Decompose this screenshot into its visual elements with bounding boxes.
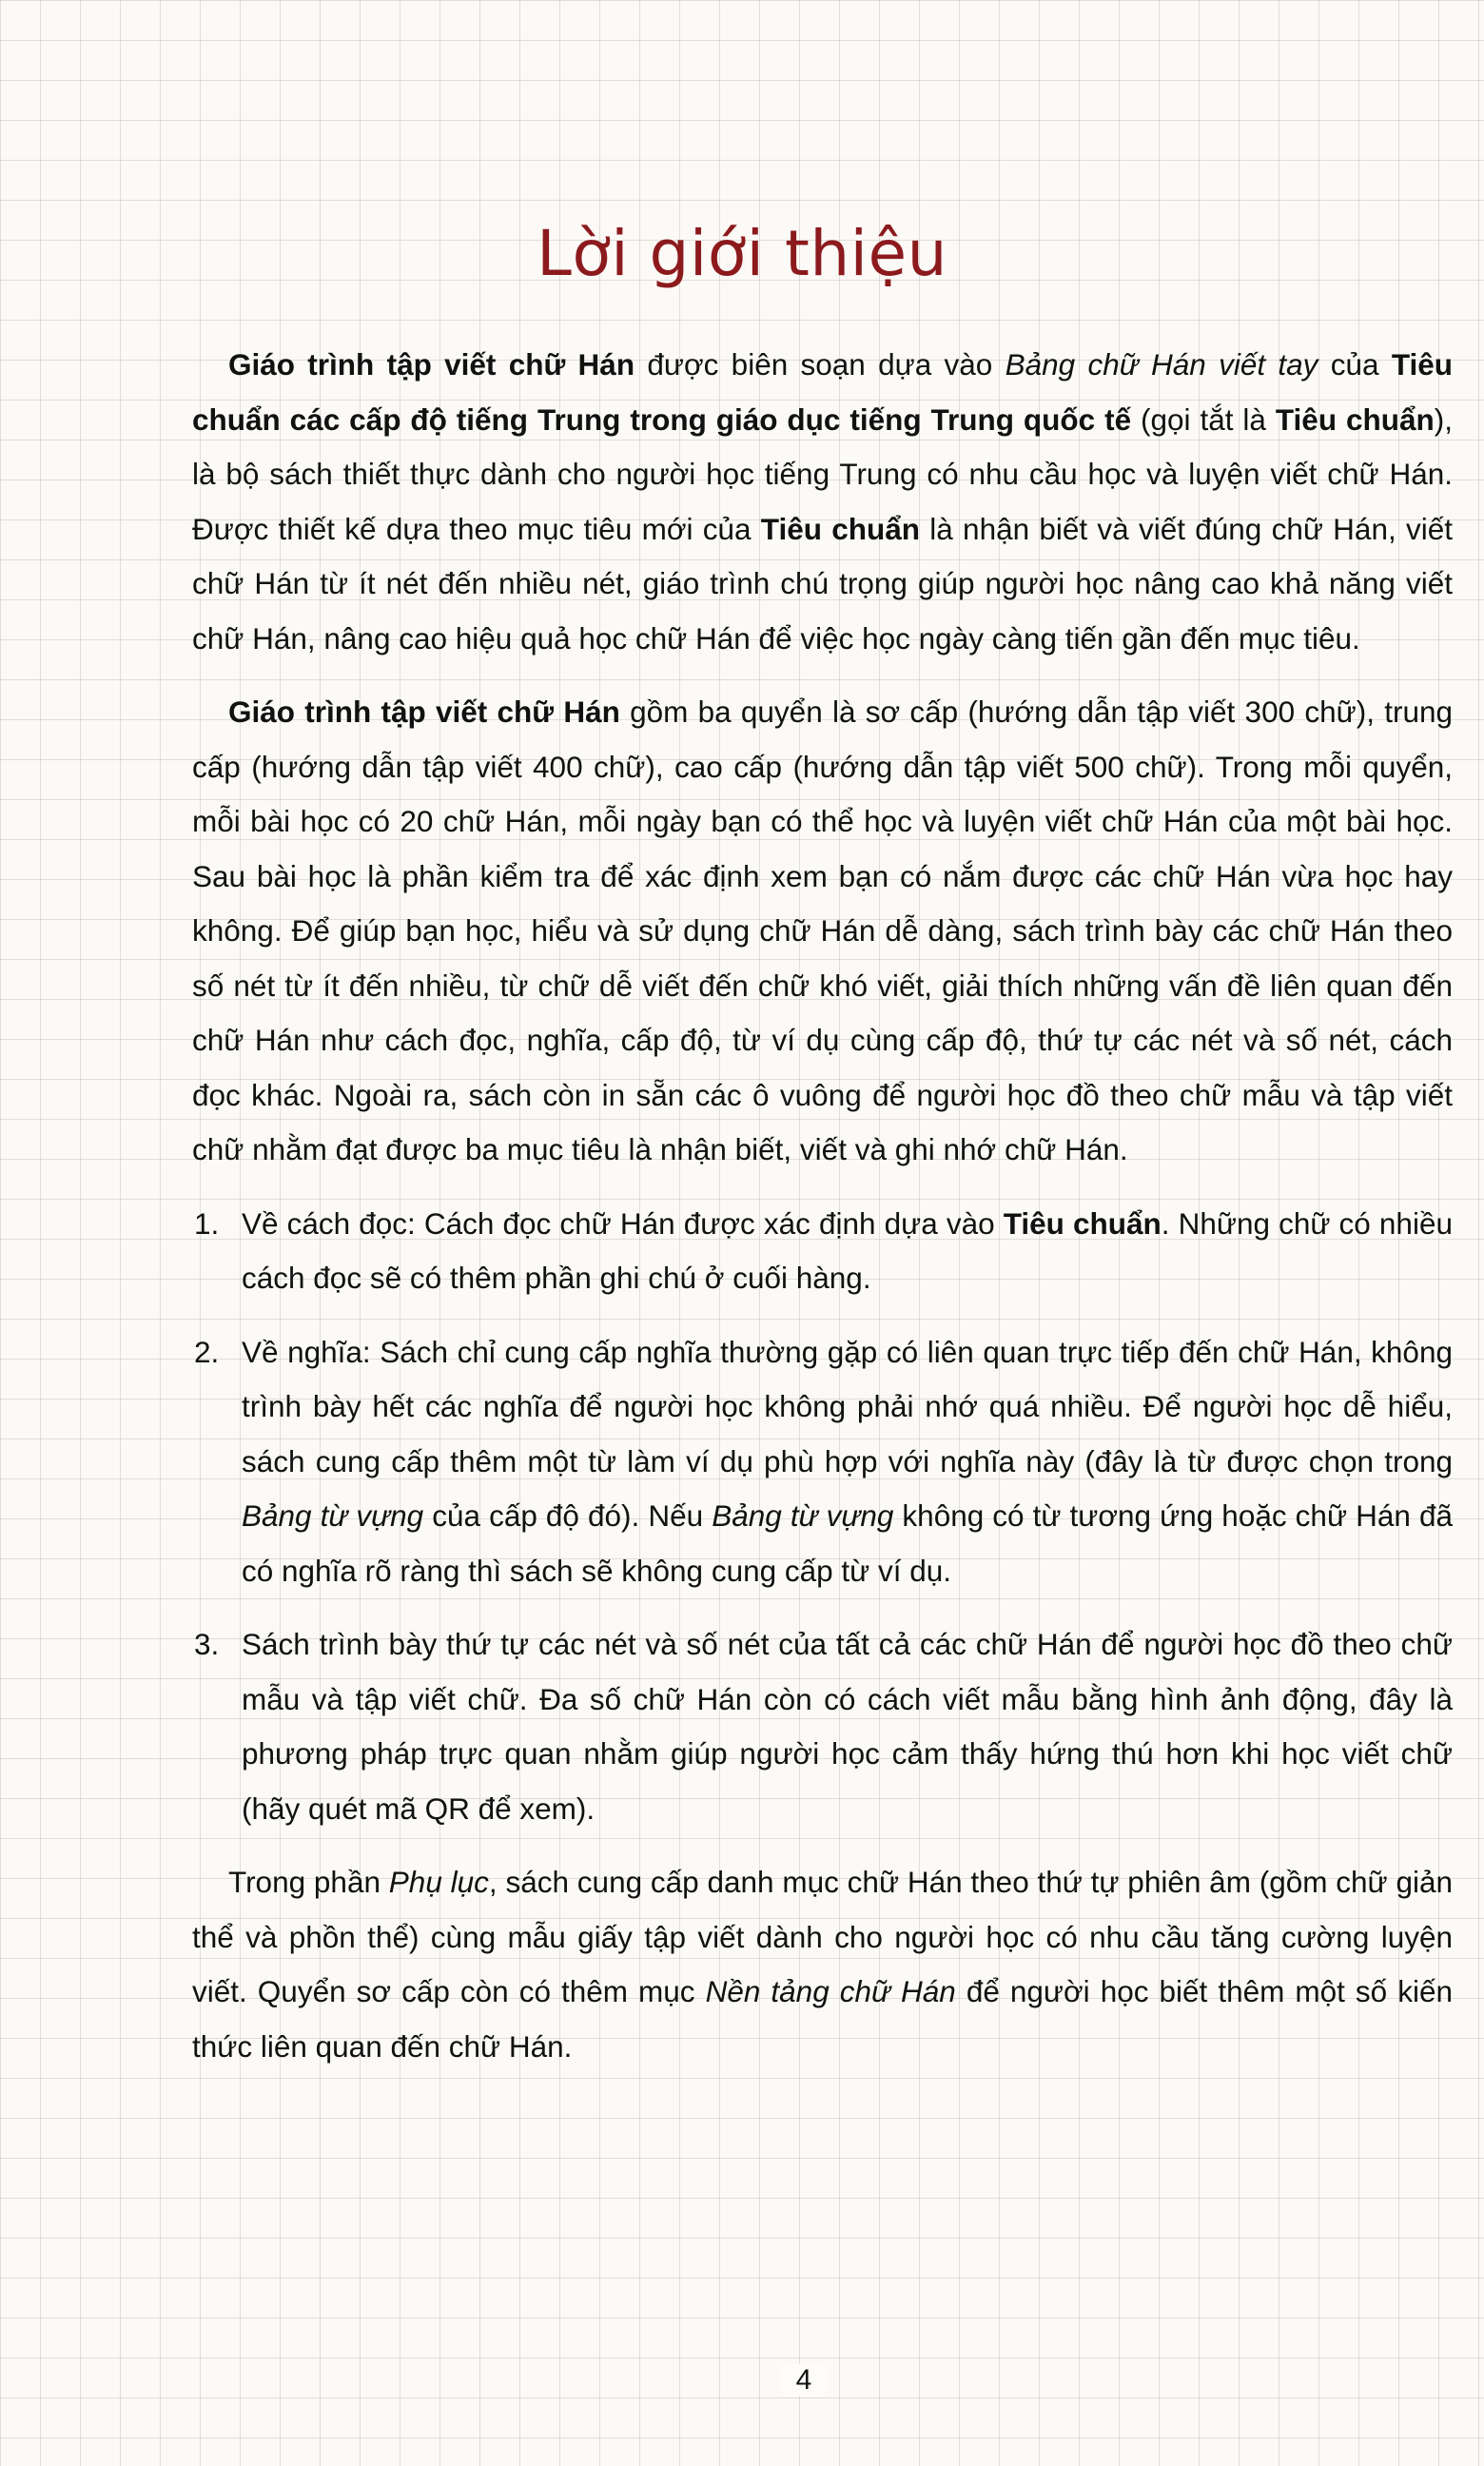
list-item: 1. Về cách đọc: Cách đọc chữ Hán được xác định dựa vào Tiêu chuẩn. Những chữ có nhiều cách đọc sẽ có thêm phần ghi chú ở cuối hàng. — [192, 1197, 1453, 1306]
page-number: 4 — [780, 2364, 828, 2397]
list-number: 2. — [194, 1334, 220, 1369]
list-item: 2. Về nghĩa: Sách chỉ cung cấp nghĩa thường gặp có liên quan trực tiếp đến chữ Hán, không trình bày hết các nghĩa để người học không phải nhớ quá nhiều. Để người học dễ hiểu, sách cung cấp thêm một từ làm ví dụ phù hợp với nghĩa này (đây là từ được chọn trong Bảng từ vựng của cấp độ đó). Nếu Bảng từ vựng không có từ tương ứng hoặc chữ Hán đã có nghĩa rõ ràng thì sách sẽ không cung cấp từ ví dụ. — [192, 1325, 1453, 1599]
list-number: 1. — [194, 1205, 220, 1241]
paragraph-2: Giáo trình tập viết chữ Hán gồm ba quyển là sơ cấp (hướng dẫn tập viết 300 chữ), trung cấp (hướng dẫn tập viết 400 chữ), cao cấp (hướng dẫn tập viết 500 chữ). Trong mỗi quyển, mỗi bài học có 20 chữ Hán, mỗi ngày bạn có thể học và luyện viết chữ Hán của một bài học. Sau bài học là phần kiểm tra để xác định xem bạn có nắm được các chữ Hán vừa học hay không. Để giúp bạn học, hiểu và sử dụng chữ Hán dễ dàng, sách trình bày các chữ Hán theo số nét từ ít đến nhiều, từ chữ dễ viết đến chữ khó viết, giải thích những vấn đề liên quan đến chữ Hán như cách đọc, nghĩa, cấp độ, từ ví dụ cùng cấp độ, thứ tự các nét và số nét, cách đọc khác. Ngoài ra, sách còn in sẵn các ô vuông để người học đồ theo chữ mẫu và tập viết chữ nhằm đạt được ba mục tiêu là nhận biết, viết và ghi nhớ chữ Hán. — [192, 695, 1453, 1166]
page-title: Lời giới thiệu — [537, 217, 947, 290]
paragraph-1: Giáo trình tập viết chữ Hán được biên soạn dựa vào Bảng chữ Hán viết tay của Tiêu chuẩn các cấp độ tiếng Trung trong giáo dục tiếng Trung quốc tế (gọi tắt là Tiêu chuẩn), là bộ sách thiết thực dành cho người học tiếng Trung có nhu cầu học và luyện viết chữ Hán. Được thiết kế dựa theo mục tiêu mới của Tiêu chuẩn là nhận biết và viết đúng chữ Hán, viết chữ Hán từ ít nét đến nhiều nét, giáo trình chú trọng giúp người học nâng cao khả năng viết chữ Hán, nâng cao hiệu quả học chữ Hán để việc học ngày càng tiến gần đến mục tiêu. — [192, 347, 1454, 656]
standard-title: Tiêu chuẩn các cấp độ tiếng Trung trong giáo dục tiếng Trung quốc tế — [192, 347, 1453, 437]
paragraph-3: Trong phần Phụ lục, sách cung cấp danh mục chữ Hán theo thứ tự phiên âm (gồm chữ giản thể và phồn thể) cùng mẫu giấy tập viết dành cho người học có nhu cầu tăng cường luyện viết. Quyển sơ cấp còn có thêm mục Nền tảng chữ Hán để người học biết thêm một số kiến thức liên quan đến chữ Hán. — [192, 1865, 1454, 2064]
book-title: Giáo trình tập viết chữ Hán — [228, 695, 620, 729]
list-number: 3. — [194, 1627, 220, 1661]
numbered-list — [192, 1197, 1453, 1837]
book-title: Giáo trình tập viết chữ Hán — [228, 347, 635, 382]
intro-body — [192, 338, 1453, 2093]
source-title: Bảng chữ Hán viết tay — [1005, 347, 1318, 382]
list-item: 3. Sách trình bày thứ tự các nét và số nét của tất cả các chữ Hán để người học đồ theo chữ mẫu và tập viết chữ. Đa số chữ Hán còn có cách viết mẫu bằng hình ảnh động, đây là phương pháp trực quan nhằm giúp người học cảm thấy hứng thú hơn khi học viết chữ (hãy quét mã QR để xem). — [192, 1617, 1453, 1836]
